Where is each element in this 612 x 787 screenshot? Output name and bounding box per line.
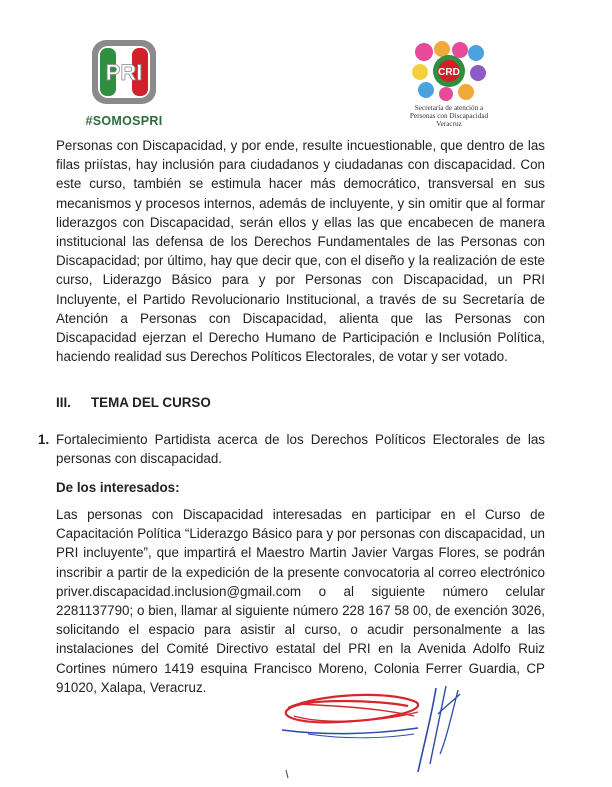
caption-line: Secretaría de atención a [414, 104, 484, 112]
section-number: III. [56, 395, 71, 410]
svg-text:CRD: CRD [438, 67, 460, 78]
signature-initials-icon [410, 684, 470, 776]
paragraph-inclusion: Personas con Discapacidad, y por ende, resulte incuestionable, que dentro de las filas priístas, hay inclusión para ciudadanos y ciudadanas con discapacidad. Con este curso, también se estimula hacer más democrático, transversal en sus mecanismos y procesos internos, además de incluyente, y sin omitir que al formar liderazgos con Discapacidad, serán ellos y ellas las que encabecen de manera institucional las defensa de los Derechos Fundamentales de las Personas con Discapacidad; por último, hay que decir que, con el diseño y la realización de este curso, Liderazgo Básico para y por Personas con Discapacidad, un PRI Incluyente, el Partido Revolucionario Institucional, a través de su Secretaría de Atención a Personas con Discapacidad, alienta que las Personas con Discapacidad ejerzan el Derecho Humano de Participación e Inclusión Política, haciendo realidad sus Derechos Políticos Electorales, de votar y ser votado. [56, 138, 545, 365]
list-item-number: 1. [38, 432, 50, 447]
section-title: TEMA DEL CURSO [91, 395, 211, 410]
caption-line: Personas con Discapacidad [409, 112, 489, 120]
signature-scribble-icon [268, 686, 424, 746]
pri-emblem-icon [92, 40, 156, 104]
caption-line: Veracruz [436, 120, 462, 128]
list-item-text: Fortalecimiento Partidista acerca de los Derechos Políticos Electorales de las personas con discapacidad. [56, 432, 545, 467]
paragraph-registration: Las personas con Discapacidad interesadas en participar en el Curso de Capacitación Política “Liderazgo Básico para y por personas con discapacidad, un PRI incluyente”, que impartirá el Maestro Martin Javier Vargas Flores, se podrán inscribir a partir de la expedición de la presente convocatoria al correo electrónico priver.discapacidad.inclusion@gmail.com o al siguiente número celular 2281137790; o bien, llamar al siguiente número 228 167 58 00, de exención 3026, solicitando el espacio para asistir al curso, o acudir personalmente a las instalaciones del Comité Directivo estatal del PRI en la Avenida Adolfo Ruiz Cortines número 1419 esquina Francisco Moreno, Colonia Ferrer Guardia, CP 91020, Xalapa, Veracruz. [56, 507, 545, 695]
svg-text:PRI: PRI [105, 60, 143, 85]
secretaria-gears-icon [410, 40, 488, 102]
list-item [38, 430, 545, 468]
hashtag-text: #SOMOSPRI [85, 114, 163, 128]
ink-mark-icon [282, 768, 292, 780]
section-heading [56, 395, 211, 410]
secretaria-caption [394, 104, 504, 128]
subheading-interesados: De los interesados: [56, 480, 180, 495]
